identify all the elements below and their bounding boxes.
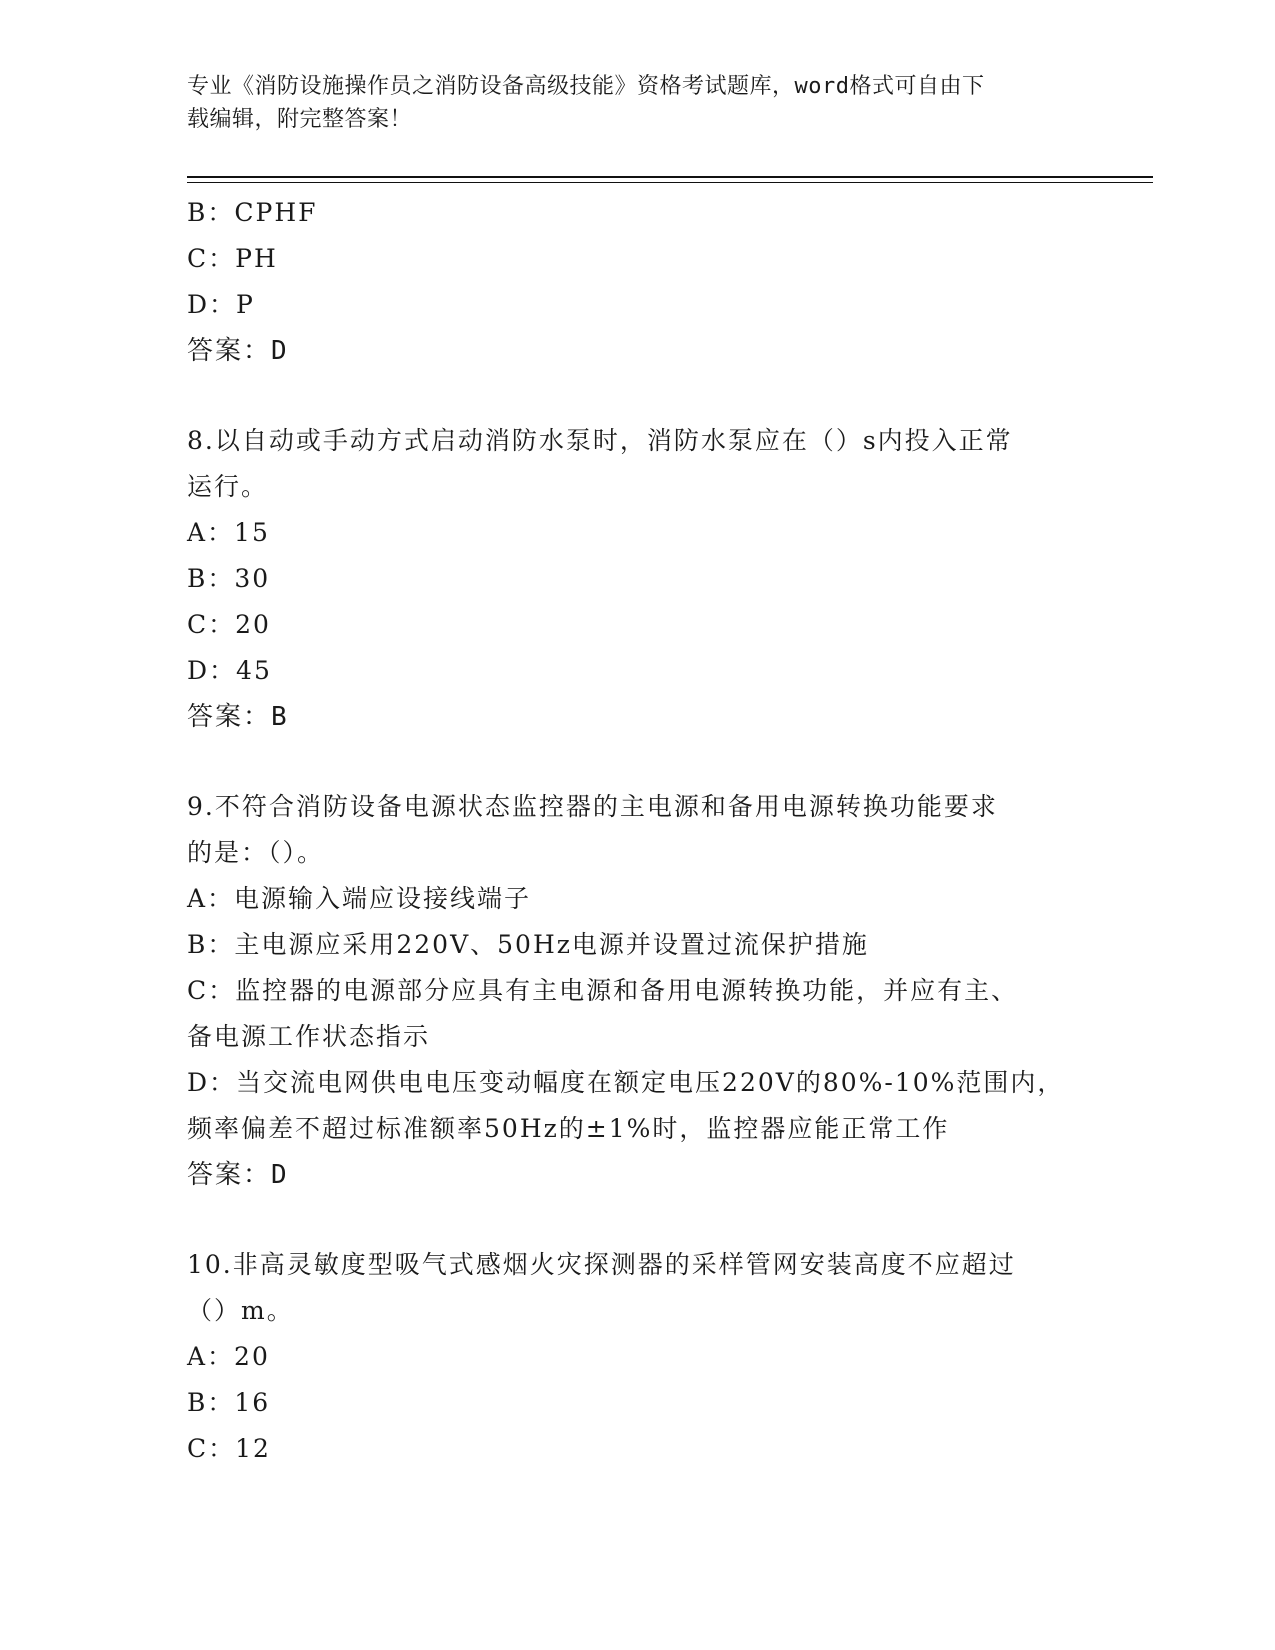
option-a: A：电源输入端应设接线端子 [187,884,532,913]
question-text-line: 运行。 [187,472,269,501]
question-text-line: 10.非高灵敏度型吸气式感烟火灾探测器的采样管网安装高度不应超过 [187,1250,1016,1279]
option-d: D：45 [187,656,272,685]
option-c: C：20 [187,610,271,639]
question-text-line: 8.以自动或手动方式启动消防水泵时，消防水泵应在（）s内投入正常 [187,426,1013,455]
option-b: B：30 [187,564,271,593]
document-header [187,70,1067,136]
question-9 [187,784,1087,1198]
question-text-line: 的是：（）。 [187,838,325,867]
answer: 答案：D [187,1160,289,1190]
option-c: C：12 [187,1434,271,1463]
question-text-line: （）m。 [187,1296,294,1325]
question-list [187,190,1087,1472]
question-10 [187,1242,1087,1472]
option-b: B：16 [187,1388,271,1417]
answer: 答案：B [187,702,289,732]
question-7-partial [187,190,1087,374]
option-a: A：15 [187,518,270,547]
option-b: B：CPHF [187,198,318,227]
header-rule-thick [187,176,1153,178]
header-line-2: 载编辑，附完整答案！ [187,107,413,132]
header-rule-thin [187,182,1153,183]
header-line-1: 专业《消防设施操作员之消防设备高级技能》资格考试题库，word格式可自由下 [187,74,985,99]
question-text-line: 9.不符合消防设备电源状态监控器的主电源和备用电源转换功能要求 [187,792,998,821]
option-b: B：主电源应采用220V、50Hz电源并设置过流保护措施 [187,930,869,959]
answer: 答案：D [187,336,289,366]
option-c: C：PH [187,244,278,273]
option-a: A：20 [187,1342,270,1371]
option-d: D：P [187,290,255,319]
option-c: C：监控器的电源部分应具有主电源和备用电源转换功能，并应有主、 [187,976,1019,1005]
option-d: D：当交流电网供电电压变动幅度在额定电压220V的80%-10%范围内， [187,1068,1065,1097]
option-d-continued: 频率偏差不超过标准额率50Hz的±1%时，监控器应能正常工作 [187,1114,950,1143]
question-8 [187,418,1087,740]
option-c-continued: 备电源工作状态指示 [187,1022,431,1051]
